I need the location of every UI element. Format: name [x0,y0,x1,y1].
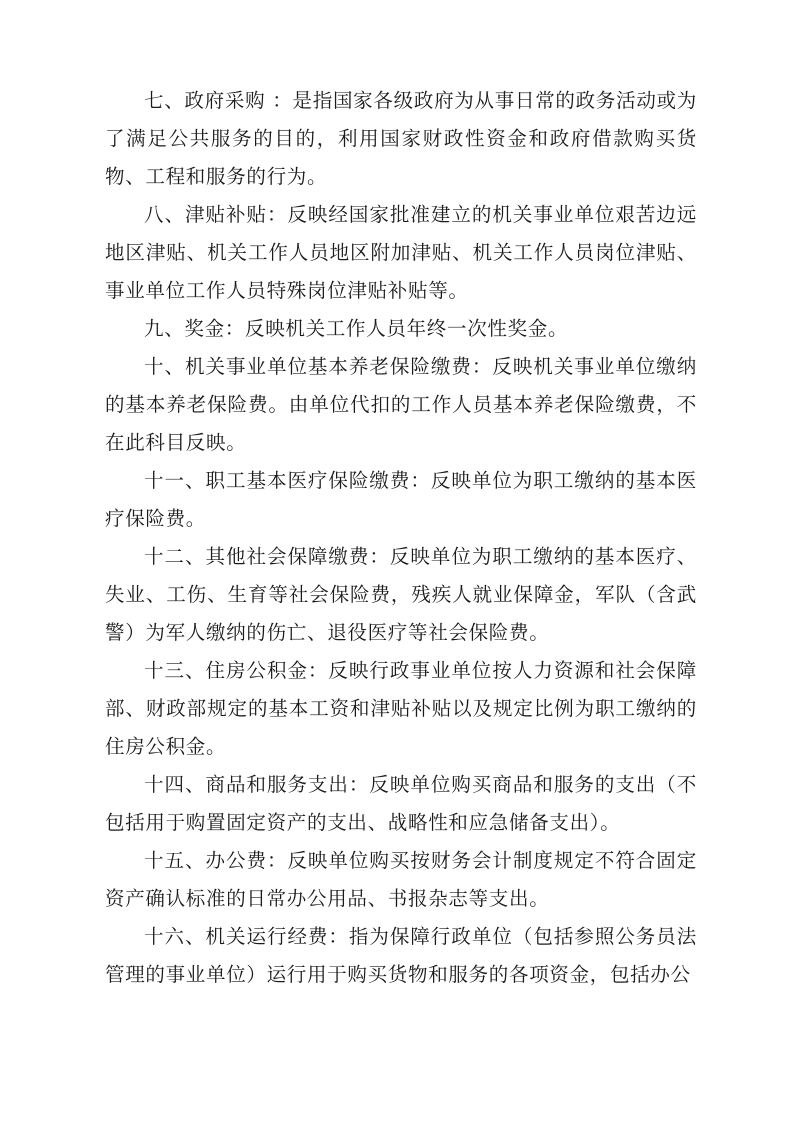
paragraph-operating-expenses: 十六、机关运行经费：指为保障行政单位（包括参照公务员法管理的事业单位）运行用于购买货物和服务的各项资金，包括办公 [105,925,697,986]
paragraph-allowances-subsidies: 八、津贴补贴：反映经国家批准建立的机关事业单位艰苦边远地区津贴、机关工作人员地区附加津贴、机关工作人员岗位津贴、事业单位工作人员特殊岗位津贴补贴等。 [105,203,697,302]
paragraph-office-expenses: 十五、办公费：反映单位购买按财务会计制度规定不符合固定资产确认标准的日常办公用品、书报杂志等支出。 [105,849,697,910]
paragraph-other-social-security: 十二、其他社会保障缴费：反映单位为职工缴纳的基本医疗、失业、工伤、生育等社会保险费，残疾人就业保障金，军队（含武警）为军人缴纳的伤亡、退役医疗等社会保险费。 [105,545,697,644]
paragraph-housing-fund: 十三、住房公积金：反映行政事业单位按人力资源和社会保障部、财政部规定的基本工资和津贴补贴以及规定比例为职工缴纳的住房公积金。 [105,659,697,758]
paragraph-bonus: 九、奖金：反映机关工作人员年终一次性奖金。 [144,317,569,340]
paragraph-government-procurement: 七、政府采购 ：是指国家各级政府为从事日常的政务活动或为了满足公共服务的目的，利用国家财政性资金和政府借款购买货物、工程和服务的行为。 [105,89,697,188]
paragraph-goods-services: 十四、商品和服务支出：反映单位购买商品和服务的支出（不包括用于购置固定资产的支出、战略性和应急储备支出）。 [105,773,697,834]
document-page [105,82,697,994]
paragraph-pension-insurance: 十、机关事业单位基本养老保险缴费：反映机关事业单位缴纳的基本养老保险费。由单位代扣的工作人员基本养老保险缴费，不在此科目反映。 [105,355,697,454]
paragraph-medical-insurance: 十一、职工基本医疗保险缴费：反映单位为职工缴纳的基本医疗保险费。 [105,469,697,530]
